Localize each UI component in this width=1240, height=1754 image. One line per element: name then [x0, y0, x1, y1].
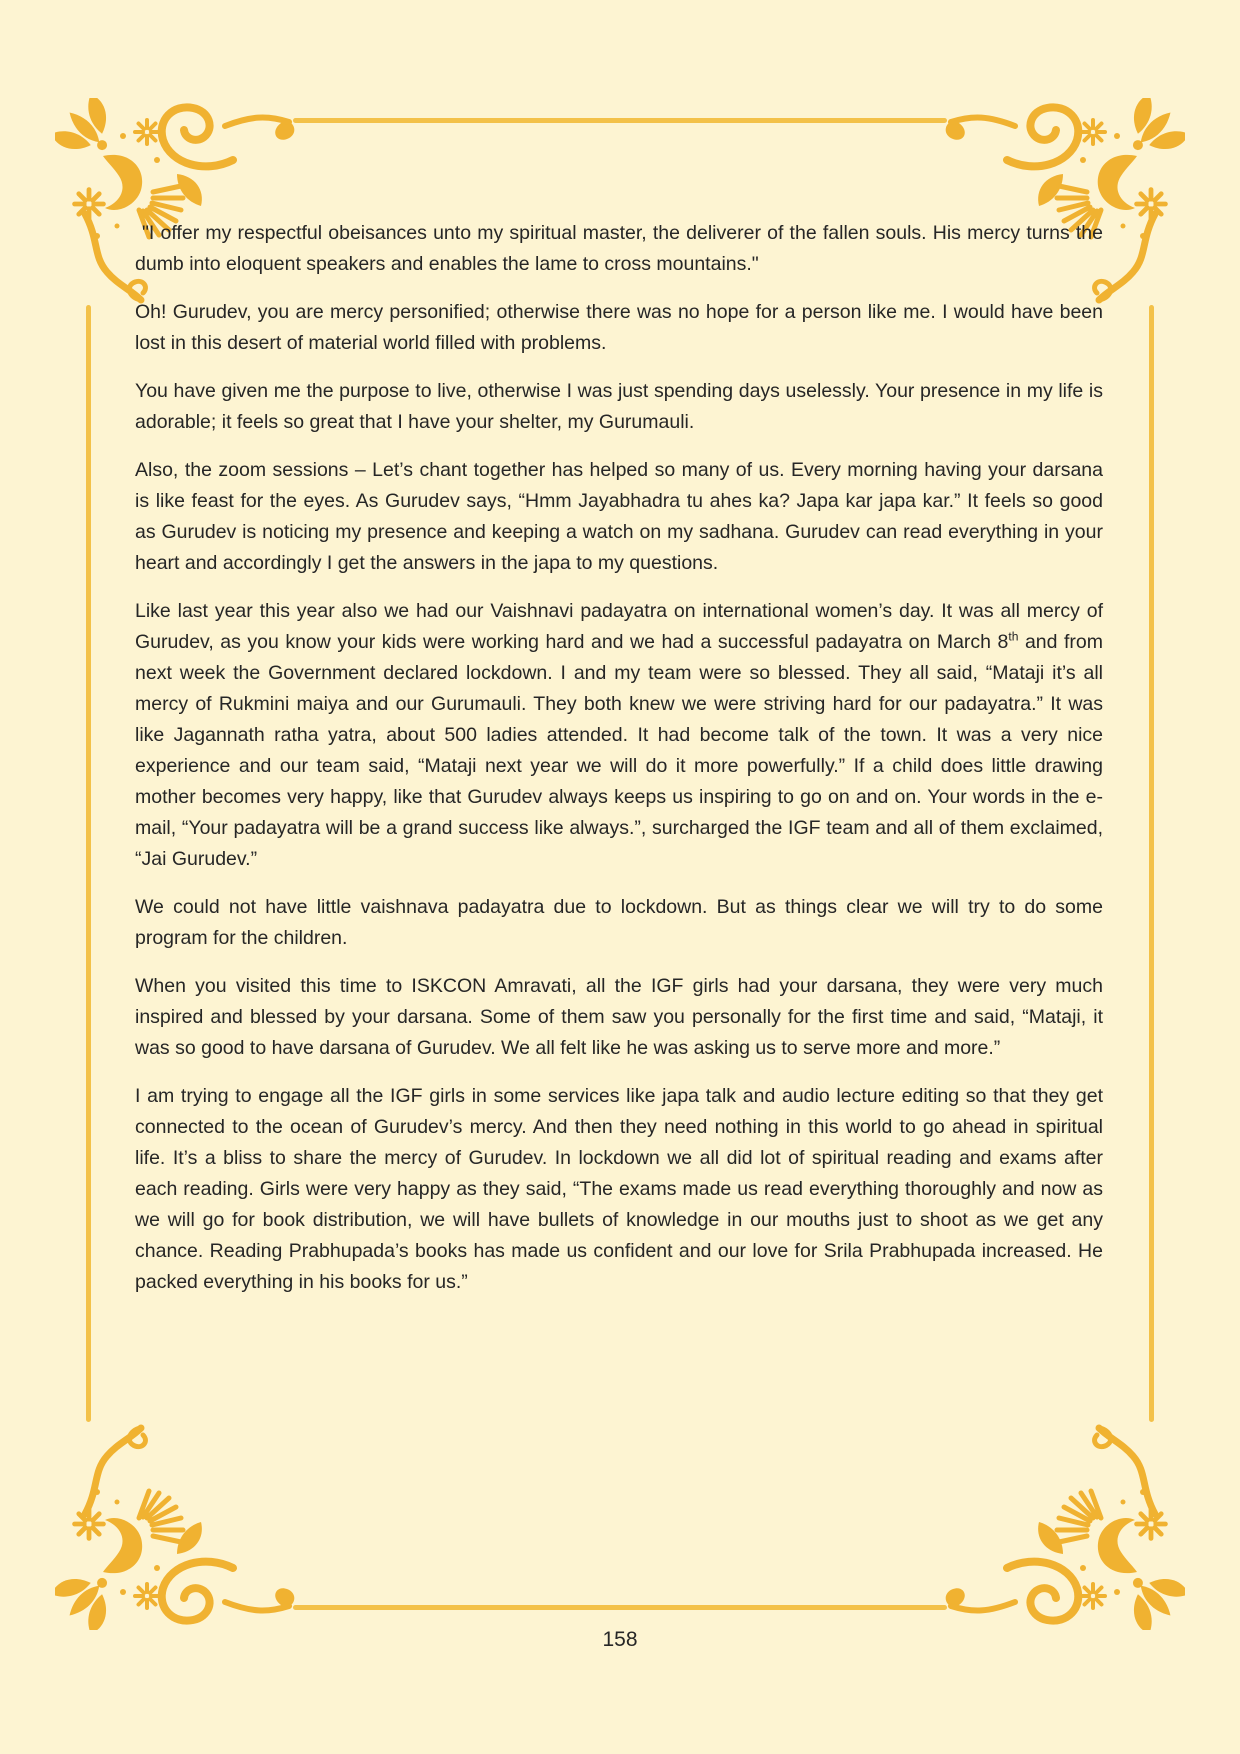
paragraph-iskcon-amravati: When you visited this time to ISKCON Amravati, all the IGF girls had your darsana, they were very much inspired and blessed by your darsana. Some of them saw you personally for the first time and said, “Mataji, it was so good to have darsana of Gurudev. We all felt like he was asking us to serve more and more.” — [135, 975, 1103, 1059]
paragraph-text: Like last year this year also we had our Vaishnavi padayatra on international women’s day. It was all mercy of Gurudev, as you know your kids were working hard and we had a successful padayatra on March 8 — [135, 600, 1103, 653]
border-line-top — [293, 118, 947, 123]
border-line-bottom — [293, 1605, 947, 1610]
page-text-block — [135, 218, 1103, 1315]
floral-corner-ornament-bottom-left — [55, 1420, 295, 1630]
paragraph-text: and from next week the Government declared lockdown. I and my team were so blessed. They all said, “Mataji it’s all mercy of Rukmini maiya and our Gurumauli. They both knew we were striving hard for our padayatra.” It was like Jagannath ratha yatra, about 500 ladies attended. It had become talk of the town. It was a very nice experience and our team said, “Mataji next year we will do it more powerfully.” If a child does little drawing mother becomes very happy, like that Gurudev always keeps us inspiring to go on and on. Your words in the e-mail, “Your padayatra will be a grand success like always.”, surcharged the IGF team and all of them exclaimed, “Jai Gurudev.” — [135, 631, 1104, 870]
paragraph-mercy-personified: Oh! Gurudev, you are mercy personified; otherwise there was no hope for a person like me. I would have been lost in this desert of material world filled with problems. — [135, 301, 1103, 354]
superscript-th: th — [1008, 629, 1019, 644]
floral-corner-ornament-bottom-right — [945, 1420, 1185, 1630]
page-number: 158 — [602, 1628, 638, 1651]
paragraph-igf-services: I am trying to engage all the IGF girls in some services like japa talk and audio lecture editing so that they get connected to the ocean of Gurudev’s mercy. And then they need nothing in this world to go ahead in spiritual life. It’s a bliss to share the mercy of Gurudev. In lockdown we all did lot of spiritual reading and exams after each reading. Girls were very happy as they said, “The exams made us read everything thoroughly and now as we will go for book distribution, we will have bullets of knowledge in our mouths just to shoot as we get any chance. Reading Prabhupada’s books has made us confident and our love for Srila Prabhupada increased. He packed everything in his books for us.” — [135, 1085, 1103, 1293]
paragraph-padayatra — [135, 596, 1103, 875]
border-line-left — [86, 305, 91, 1422]
paragraph-children-padayatra: We could not have little vaishnava padayatra due to lockdown. But as things clear we will try to do some program for the children. — [135, 896, 1103, 949]
paragraph-obeisances-quote: "I offer my respectful obeisances unto my spiritual master, the deliverer of the fallen souls. His mercy turns the dumb into eloquent speakers and enables the lame to cross mountains." — [135, 222, 1103, 275]
border-line-right — [1149, 305, 1154, 1422]
paragraph-zoom-sessions: Also, the zoom sessions – Let’s chant together has helped so many of us. Every morning having your darsana is like feast for the eyes. As Gurudev says, “Hmm Jayabhadra tu ahes ka? Japa kar japa kar.” It feels so good as Gurudev is noticing my presence and keeping a watch on my sadhana. Gurudev can read everything in your heart and accordingly I get the answers in the japa to my questions. — [135, 459, 1103, 574]
paragraph-purpose-to-live: You have given me the purpose to live, otherwise I was just spending days uselessly. Your presence in my life is adorable; it feels so great that I have your shelter, my Gurumauli. — [135, 380, 1103, 433]
